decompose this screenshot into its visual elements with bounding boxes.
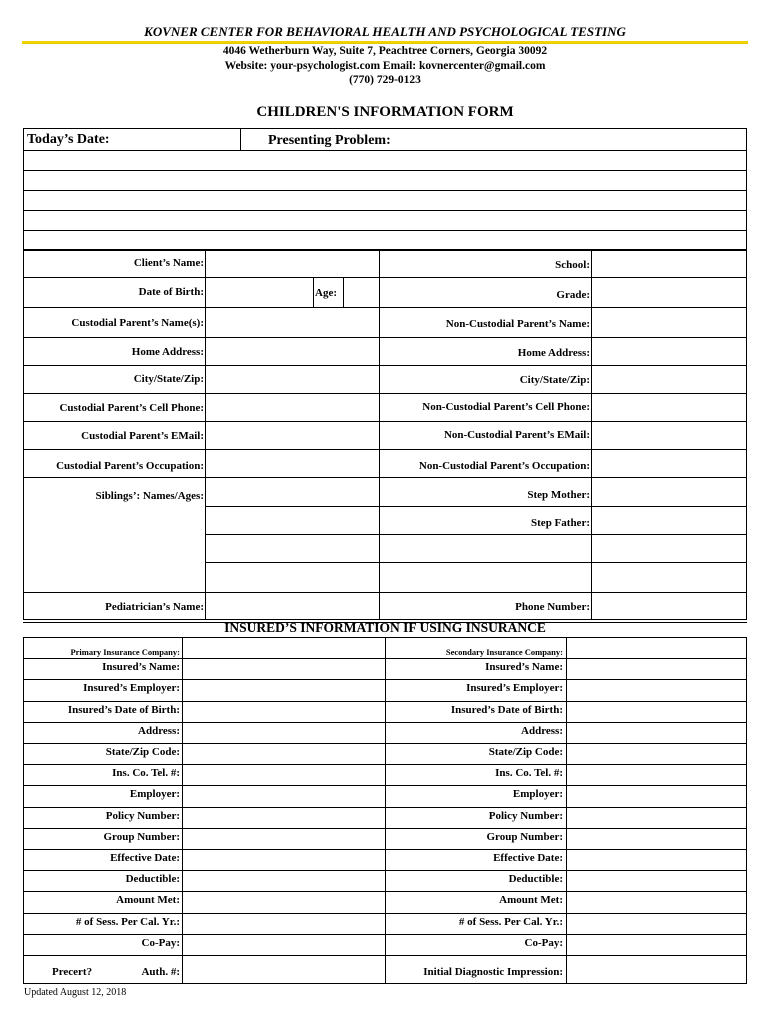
rule xyxy=(23,190,747,191)
age-label: Age: xyxy=(315,287,337,299)
col-divider xyxy=(379,250,380,620)
auth-label: Auth. #: xyxy=(141,966,180,978)
non-custodial-cell-label: Non-Custodial Parent’s Cell Phone: xyxy=(422,401,590,413)
pediatrician-label: Pediatrician’s Name: xyxy=(105,601,204,613)
date-divider xyxy=(240,128,241,150)
home-address-right-label: Home Address: xyxy=(517,347,590,359)
insurance-right-label: Group Number: xyxy=(486,830,563,843)
rule xyxy=(23,891,747,892)
grade-label: Grade: xyxy=(556,289,590,301)
insurance-right-label: Effective Date: xyxy=(493,852,563,864)
rule xyxy=(23,337,747,338)
col-divider xyxy=(566,637,567,984)
insurance-left-label: State/Zip Code: xyxy=(105,746,180,758)
insurance-left-label: Address: xyxy=(138,724,180,737)
rule xyxy=(23,449,747,450)
header-divider-shadow xyxy=(22,43,748,44)
insurance-left-label: Group Number: xyxy=(103,830,180,843)
rule xyxy=(23,658,747,659)
insurance-right-label: Amount Met: xyxy=(499,894,563,907)
insurance-section-title: INSURED’S INFORMATION IF USING INSURANCE xyxy=(224,620,546,635)
insurance-left-label: Effective Date: xyxy=(110,852,180,864)
step-father-label: Step Father: xyxy=(531,517,590,529)
insurance-left-label: Insured’s Name: xyxy=(102,661,180,674)
non-custodial-email-label: Non-Custodial Parent’s EMail: xyxy=(443,429,590,441)
phone-number-label: Phone Number: xyxy=(515,601,590,613)
initial-diagnostic-label: Initial Diagnostic Impression: xyxy=(423,966,563,978)
insurance-right-label: Deductible: xyxy=(508,873,563,886)
clients-name-label: Client’s Name: xyxy=(133,257,204,269)
rule xyxy=(23,722,747,723)
rule xyxy=(23,764,747,765)
rule xyxy=(23,421,747,422)
rule xyxy=(23,477,747,478)
col-divider xyxy=(385,637,386,984)
city-state-zip-left-label: City/State/Zip: xyxy=(133,373,204,385)
col-divider xyxy=(591,250,592,620)
non-custodial-occupation-label: Non-Custodial Parent’s Occupation: xyxy=(418,460,590,472)
rule xyxy=(23,230,747,231)
rule xyxy=(23,828,747,829)
rule xyxy=(23,393,747,394)
secondary-insurance-label: Secondary Insurance Company: xyxy=(445,647,563,657)
dob-label: Date of Birth: xyxy=(138,286,204,298)
rule xyxy=(23,913,747,914)
rule xyxy=(205,534,747,535)
clinic-address: 4046 Wetherburn Way, Suite 7, Peachtree Corners, Georgia 30092 xyxy=(222,45,548,57)
rule xyxy=(23,307,747,308)
todays-date-label: Today’s Date: xyxy=(27,132,110,147)
insurance-right-label: Insured’s Date of Birth: xyxy=(450,703,563,716)
insurance-right-label: Co-Pay: xyxy=(524,936,563,949)
home-address-left-label: Home Address: xyxy=(131,346,204,358)
insurance-left-label: Insured’s Date of Birth: xyxy=(67,703,180,716)
updated-date: Updated August 12, 2018 xyxy=(24,987,127,998)
step-mother-label: Step Mother: xyxy=(527,489,590,501)
insurance-right-label: Insured’s Name: xyxy=(485,661,563,674)
rule xyxy=(23,679,747,680)
insurance-right-label: Employer: xyxy=(512,788,563,801)
city-state-zip-right-label: City/State/Zip: xyxy=(519,374,590,386)
insurance-left-label: Employer: xyxy=(129,788,180,801)
custodial-parents-label: Custodial Parent’s Name(s): xyxy=(71,317,204,329)
insurance-left-label: Ins. Co. Tel. #: xyxy=(112,767,180,780)
insurance-left-label: Insured’s Employer: xyxy=(83,682,180,695)
rule xyxy=(23,955,747,956)
non-custodial-parent-label: Non-Custodial Parent’s Name: xyxy=(445,318,590,330)
siblings-label: Siblings’: Names/Ages: xyxy=(95,490,204,502)
rule xyxy=(23,277,747,278)
rule xyxy=(23,210,747,211)
rule xyxy=(205,506,747,507)
rule xyxy=(23,150,747,151)
presenting-problem-label: Presenting Problem: xyxy=(268,133,391,148)
rule xyxy=(23,849,747,850)
custodial-email-label: Custodial Parent’s EMail: xyxy=(81,430,204,442)
clinic-contact: Website: your-psychologist.com Email: kovnercenter@gmail.com xyxy=(224,60,546,72)
col-divider xyxy=(205,250,206,620)
clinic-phone: (770) 729-0123 xyxy=(349,74,421,86)
insurance-right-label: State/Zip Code: xyxy=(488,746,563,758)
insurance-left-label: Policy Number: xyxy=(105,809,180,822)
rule xyxy=(23,743,747,744)
rule xyxy=(23,592,747,593)
primary-insurance-label: Primary Insurance Company: xyxy=(70,647,180,657)
insurance-left-label: Amount Met: xyxy=(116,894,180,907)
rule xyxy=(23,807,747,808)
rule xyxy=(205,562,747,563)
insurance-right-label: Ins. Co. Tel. #: xyxy=(495,767,563,780)
custodial-occupation-label: Custodial Parent’s Occupation: xyxy=(56,460,204,472)
school-label: School: xyxy=(555,259,590,271)
custodial-cell-label: Custodial Parent’s Cell Phone: xyxy=(59,402,204,414)
insurance-right-label: Insured’s Employer: xyxy=(466,682,563,695)
rule xyxy=(23,785,747,786)
insurance-right-label: Policy Number: xyxy=(488,809,563,822)
rule xyxy=(23,870,747,871)
precert-label: Precert? xyxy=(52,966,93,978)
form-title: CHILDREN'S INFORMATION FORM xyxy=(256,104,514,120)
rule xyxy=(23,934,747,935)
clinic-title: KOVNER CENTER FOR BEHAVIORAL HEALTH AND PSYCHOLOGICAL TESTING xyxy=(144,24,626,39)
rule xyxy=(23,365,747,366)
rule xyxy=(23,170,747,171)
rule xyxy=(23,701,747,702)
insurance-right-label: # of Sess. Per Cal. Yr.: xyxy=(458,915,563,928)
col-divider xyxy=(313,277,314,307)
col-divider xyxy=(343,277,344,307)
insurance-left-label: Deductible: xyxy=(125,873,180,886)
insurance-left-label: # of Sess. Per Cal. Yr.: xyxy=(75,915,180,928)
col-divider xyxy=(182,637,183,984)
insurance-right-label: Address: xyxy=(521,724,563,737)
insurance-left-label: Co-Pay: xyxy=(141,936,180,949)
